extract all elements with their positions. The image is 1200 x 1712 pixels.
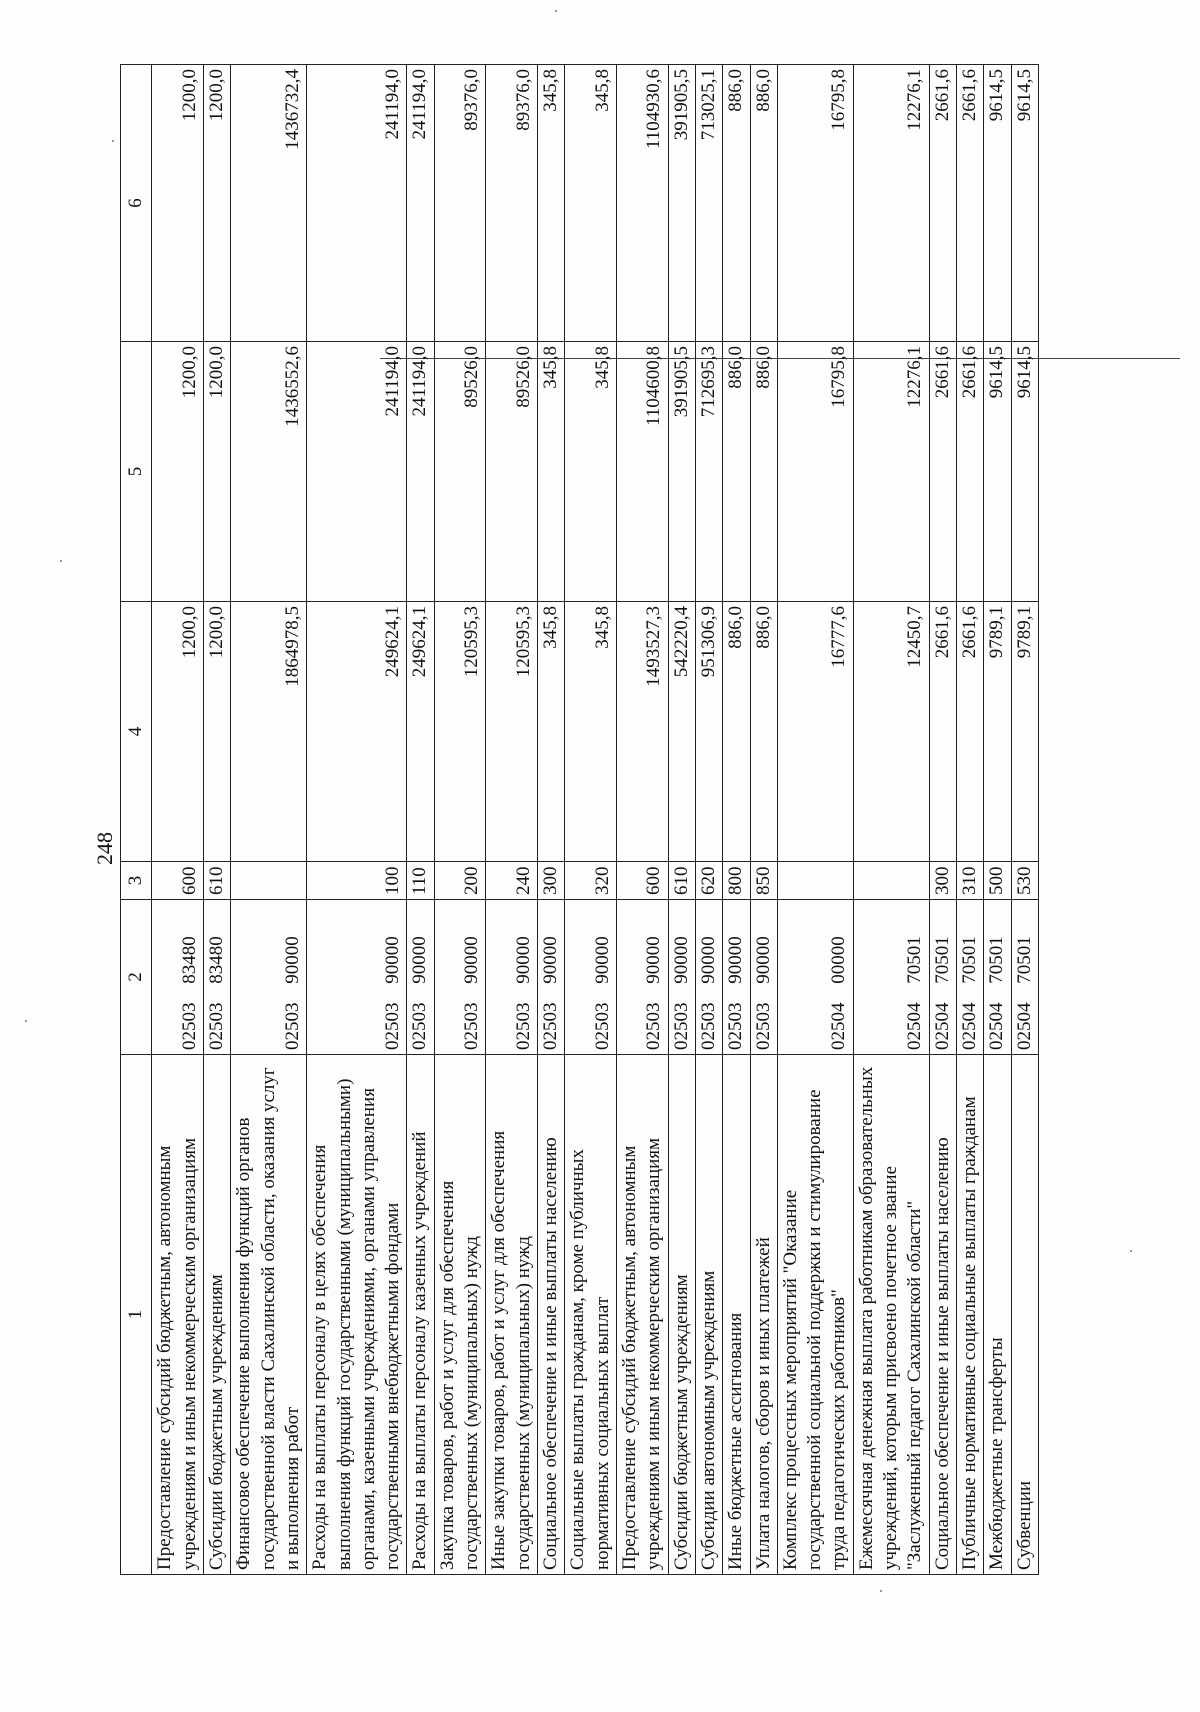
row-value-col4-cell: 886,0	[723, 602, 750, 862]
row-expense-type-cell: 110	[407, 862, 434, 900]
row-code-cell: 02504 70501	[957, 900, 984, 1055]
row-expense-type-cell: 530	[1011, 862, 1038, 900]
row-expense-type-cell: 200	[434, 862, 486, 900]
row-name-cell: Иные закупки товаров, работ и услуг для обеспечения государственных (муниципальных) нужд	[486, 1055, 538, 1575]
row-value-col5-cell: 12276,1	[853, 342, 929, 602]
row-value-col4-cell: 1493527,3	[616, 602, 668, 862]
table-row	[668, 65, 695, 1575]
row-value-col5-cell: 9614,5	[984, 342, 1011, 602]
row-expense-type-cell: 320	[565, 862, 617, 900]
row-name-cell: Предоставление субсидий бюджетным, автономным учреждениям и иным некоммерческим организациям	[616, 1055, 668, 1575]
row-value-col6-cell: 2661,6	[957, 65, 984, 342]
row-code-cell: 02503 90000	[538, 900, 565, 1055]
row-name-cell: Расходы на выплаты персоналу в целях обеспечения выполнения функций государственными (муниципальными) органами, казенными учреждениями, органами управления государственными внебюджетными фондами	[307, 1055, 407, 1575]
row-value-col6-cell: 241194,0	[407, 65, 434, 342]
row-value-col4-cell: 951306,9	[695, 602, 722, 862]
row-value-col6-cell: 12276,1	[853, 65, 929, 342]
row-code-cell: 02503 90000	[668, 900, 695, 1055]
row-value-col4-cell: 9789,1	[1011, 602, 1038, 862]
table-row	[1011, 65, 1038, 1575]
row-value-col6-cell: 1200,0	[152, 65, 204, 342]
row-value-col5-cell: 89526,0	[486, 342, 538, 602]
row-expense-type-cell: 610	[668, 862, 695, 900]
row-name-cell: Социальное обеспечение и иные выплаты населению	[538, 1055, 565, 1575]
row-code-cell: 02503 90000	[750, 900, 777, 1055]
column-header: 4	[121, 602, 152, 862]
row-code-cell: 02504 70501	[929, 900, 956, 1055]
row-value-col5-cell: 2661,6	[957, 342, 984, 602]
row-code-cell: 02504 00000	[777, 900, 853, 1055]
table-row	[152, 65, 204, 1575]
row-name-cell: Социальные выплаты гражданам, кроме публичных нормативных социальных выплат	[565, 1055, 617, 1575]
row-name-cell: Субсидии бюджетным учреждениям	[668, 1055, 695, 1575]
row-name-cell: Ежемесячная денежная выплата работникам образовательных учреждений, которым присвоено почетное звание "Заслуженный педагог Сахалинской области"	[853, 1055, 929, 1575]
row-value-col4-cell: 542220,4	[668, 602, 695, 862]
row-expense-type-cell	[853, 862, 929, 900]
row-expense-type-cell: 850	[750, 862, 777, 900]
row-code-cell: 02504 70501	[1011, 900, 1038, 1055]
table-row	[203, 65, 230, 1575]
row-value-col5-cell: 1104600,8	[616, 342, 668, 602]
row-code-cell: 02503 90000	[231, 900, 307, 1055]
row-value-col5-cell: 712695,3	[695, 342, 722, 602]
table-row	[565, 65, 617, 1575]
table-row	[957, 65, 984, 1575]
row-expense-type-cell: 100	[307, 862, 407, 900]
scan-speck	[555, 10, 557, 12]
row-name-cell: Финансовое обеспечение выполнения функций органов государственной власти Сахалинской области, оказания услуг и выполнения работ	[231, 1055, 307, 1575]
row-value-col4-cell: 16777,6	[777, 602, 853, 862]
row-value-col5-cell: 241194,0	[307, 342, 407, 602]
row-expense-type-cell: 800	[723, 862, 750, 900]
row-expense-type-cell: 600	[152, 862, 204, 900]
row-value-col6-cell: 9614,5	[1011, 65, 1038, 342]
row-value-col5-cell: 391905,5	[668, 342, 695, 602]
row-name-cell: Расходы на выплаты персоналу казенных учреждений	[407, 1055, 434, 1575]
row-value-col4-cell: 1864978,5	[231, 602, 307, 862]
row-value-col6-cell: 241194,0	[307, 65, 407, 342]
row-value-col4-cell: 1200,0	[203, 602, 230, 862]
scan-speck	[60, 560, 62, 562]
row-value-col6-cell: 391905,5	[668, 65, 695, 342]
row-code-cell: 02503 90000	[407, 900, 434, 1055]
column-header: 5	[121, 342, 152, 602]
row-expense-type-cell: 600	[616, 862, 668, 900]
row-expense-type-cell: 310	[957, 862, 984, 900]
row-code-cell: 02503 90000	[616, 900, 668, 1055]
table-row	[984, 65, 1011, 1575]
row-expense-type-cell	[231, 862, 307, 900]
row-value-col4-cell: 9789,1	[984, 602, 1011, 862]
row-value-col4-cell: 249624,1	[307, 602, 407, 862]
table-row	[723, 65, 750, 1575]
row-name-cell: Субсидии бюджетным учреждениям	[203, 1055, 230, 1575]
table-row	[538, 65, 565, 1575]
row-value-col5-cell: 886,0	[723, 342, 750, 602]
row-code-cell: 02503 90000	[486, 900, 538, 1055]
row-expense-type-cell	[777, 862, 853, 900]
table-row	[853, 65, 929, 1575]
row-name-cell: Субсидии автономным учреждениям	[695, 1055, 722, 1575]
column-header: 2	[121, 900, 152, 1055]
table-row	[407, 65, 434, 1575]
row-name-cell: Публичные нормативные социальные выплаты гражданам	[957, 1055, 984, 1575]
row-value-col4-cell: 345,8	[538, 602, 565, 862]
row-value-col6-cell: 2661,6	[929, 65, 956, 342]
row-value-col4-cell: 886,0	[750, 602, 777, 862]
budget-table	[120, 64, 1039, 1575]
row-name-cell: Предоставление субсидий бюджетным, автономным учреждениям и иным некоммерческим организациям	[152, 1055, 204, 1575]
row-expense-type-cell: 300	[929, 862, 956, 900]
row-code-cell: 02503 90000	[723, 900, 750, 1055]
row-value-col4-cell: 2661,6	[957, 602, 984, 862]
header-row	[121, 65, 152, 1575]
row-name-cell: Субвенции	[1011, 1055, 1038, 1575]
row-value-col5-cell: 345,8	[565, 342, 617, 602]
row-value-col4-cell: 120595,3	[434, 602, 486, 862]
row-value-col6-cell: 886,0	[723, 65, 750, 342]
row-value-col5-cell: 1436552,6	[231, 342, 307, 602]
row-value-col6-cell: 1436732,4	[231, 65, 307, 342]
row-expense-type-cell: 610	[203, 862, 230, 900]
rotated-content	[90, 65, 1120, 1575]
row-value-col6-cell: 1200,0	[203, 65, 230, 342]
row-value-col5-cell: 886,0	[750, 342, 777, 602]
row-code-cell: 02503 90000	[565, 900, 617, 1055]
column-header: 1	[121, 1055, 152, 1575]
table-row	[486, 65, 538, 1575]
row-code-cell: 02503 90000	[695, 900, 722, 1055]
page-number: 248	[92, 832, 117, 865]
row-value-col4-cell: 2661,6	[929, 602, 956, 862]
row-name-cell: Межбюджетные трансферты	[984, 1055, 1011, 1575]
table-row	[307, 65, 407, 1575]
table-row	[231, 65, 307, 1575]
row-value-col5-cell: 1200,0	[203, 342, 230, 602]
column-header: 6	[121, 65, 152, 342]
row-value-col6-cell: 89376,0	[486, 65, 538, 342]
row-value-col5-cell: 241194,0	[407, 342, 434, 602]
row-code-cell: 02503 90000	[434, 900, 486, 1055]
column-header: 3	[121, 862, 152, 900]
row-value-col5-cell: 89526,0	[434, 342, 486, 602]
scan-speck	[880, 1590, 882, 1592]
row-value-col5-cell: 16795,8	[777, 342, 853, 602]
table-row	[695, 65, 722, 1575]
row-value-col6-cell: 16795,8	[777, 65, 853, 342]
row-code-cell: 02503 83480	[152, 900, 204, 1055]
row-value-col6-cell: 345,8	[565, 65, 617, 342]
row-value-col4-cell: 12450,7	[853, 602, 929, 862]
table-body	[152, 65, 1039, 1575]
row-value-col4-cell: 345,8	[565, 602, 617, 862]
row-value-col6-cell: 345,8	[538, 65, 565, 342]
row-name-cell: Комплекс процессных мероприятий "Оказание государственной социальной поддержки и стимулирование труда педагогических работников"	[777, 1055, 853, 1575]
row-name-cell: Закупка товаров, работ и услуг для обеспечения государственных (муниципальных) нужд	[434, 1055, 486, 1575]
row-expense-type-cell: 500	[984, 862, 1011, 900]
row-name-cell: Уплата налогов, сборов и иных платежей	[750, 1055, 777, 1575]
row-code-cell: 02503 83480	[203, 900, 230, 1055]
row-value-col6-cell: 89376,0	[434, 65, 486, 342]
table-row	[616, 65, 668, 1575]
row-value-col6-cell: 886,0	[750, 65, 777, 342]
row-expense-type-cell: 240	[486, 862, 538, 900]
row-expense-type-cell: 300	[538, 862, 565, 900]
row-value-col5-cell: 2661,6	[929, 342, 956, 602]
row-value-col4-cell: 1200,0	[152, 602, 204, 862]
row-value-col6-cell: 713025,1	[695, 65, 722, 342]
table-row	[434, 65, 486, 1575]
scan-speck	[25, 1020, 27, 1022]
scan-speck	[1130, 1250, 1132, 1252]
row-value-col6-cell: 1104930,6	[616, 65, 668, 342]
table-row	[929, 65, 956, 1575]
row-value-col6-cell: 9614,5	[984, 65, 1011, 342]
row-value-col4-cell: 120595,3	[486, 602, 538, 862]
row-name-cell: Иные бюджетные ассигнования	[723, 1055, 750, 1575]
row-code-cell: 02504 70501	[984, 900, 1011, 1055]
row-value-col4-cell: 249624,1	[407, 602, 434, 862]
row-value-col5-cell: 1200,0	[152, 342, 204, 602]
row-name-cell: Социальное обеспечение и иные выплаты населению	[929, 1055, 956, 1575]
row-value-col5-cell: 345,8	[538, 342, 565, 602]
row-value-col5-cell: 9614,5	[1011, 342, 1038, 602]
row-code-cell: 02503 90000	[307, 900, 407, 1055]
table-row	[750, 65, 777, 1575]
table-row	[777, 65, 853, 1575]
row-code-cell: 02504 70501	[853, 900, 929, 1055]
row-expense-type-cell: 620	[695, 862, 722, 900]
